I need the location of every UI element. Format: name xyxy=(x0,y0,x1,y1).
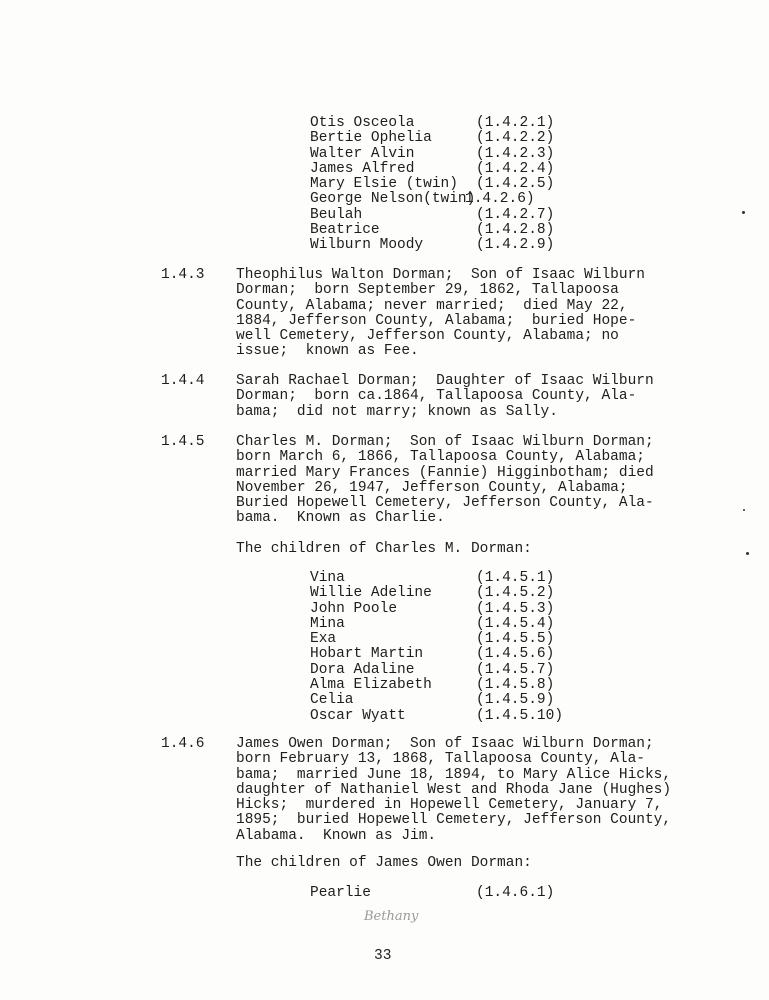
child-name: Alma Elizabeth xyxy=(310,677,432,694)
entry-line: November 26, 1947, Jefferson County, Alabama; xyxy=(236,479,628,496)
child-name: Vina xyxy=(310,570,345,586)
child-name: Willie Adeline xyxy=(310,585,432,602)
child-id: (1.4.5.4) xyxy=(476,615,555,632)
entry-line: Alabama. Known as Jim. xyxy=(236,827,437,844)
child-id: (1.4.5.7) xyxy=(476,661,555,678)
entry-line: County, Alabama; never married; died May 22, xyxy=(236,297,628,314)
entry-line: Sarah Rachael Dorman; Daughter of Isaac Wilburn xyxy=(236,373,654,389)
child-id: (1.4.2.1) xyxy=(476,115,555,131)
child-name: George Nelson(twin) xyxy=(310,191,476,208)
entry-line: well Cemetery, Jefferson County, Alabama; no xyxy=(236,328,619,345)
child-name: Beulah xyxy=(310,206,363,223)
entry-line: Buried Hopewell Cemetery, Jefferson County, Ala- xyxy=(236,495,654,512)
child-id: (1.4.6.1) xyxy=(476,885,555,901)
child-name: Bertie Ophelia xyxy=(310,130,432,147)
child-id: (1.4.5.6) xyxy=(476,646,555,663)
child-name: Exa xyxy=(310,631,337,648)
scan-speck xyxy=(746,552,749,555)
entry-line: bama; married June 18, 1894, to Mary Alice Hicks, xyxy=(236,766,672,783)
entry-number: 1.4.4 xyxy=(161,373,205,389)
child-name: Pearlie xyxy=(310,885,371,901)
child-name: Wilburn Moody xyxy=(310,237,424,254)
scan-speck xyxy=(742,211,745,214)
entry-body xyxy=(236,268,706,360)
entry-line: daughter of Nathaniel West and Rhoda Jane (Hughes) xyxy=(236,781,672,798)
scan-speck xyxy=(743,509,745,511)
child-name: Mina xyxy=(310,615,345,632)
child-id: (1.4.5.10) xyxy=(476,707,564,724)
child-name: Dora Adaline xyxy=(310,661,415,678)
entry-number: 1.4.5 xyxy=(161,434,205,450)
child-id: (1.4.5.8) xyxy=(476,677,555,694)
child-name: John Poole xyxy=(310,600,398,617)
child-id: (1.4.5.3) xyxy=(476,600,555,617)
handwritten-note-text: Bethany xyxy=(364,909,419,924)
entry-body xyxy=(236,435,706,527)
entry-line: Hicks; murdered in Hopewell Cemetery, January 7, xyxy=(236,797,663,814)
entry-number: 1.4.6 xyxy=(161,736,205,752)
entry-line: Theophilus Walton Dorman; Son of Isaac Wilburn xyxy=(236,267,645,283)
child-id: (1.4.2.4) xyxy=(476,160,555,177)
entry-body xyxy=(236,737,706,844)
entry-line: bama. Known as Charlie. xyxy=(236,510,445,527)
entry-line: 1895; buried Hopewell Cemetery, Jefferson County, xyxy=(236,812,672,829)
child-name: Otis Osceola xyxy=(310,115,415,131)
entry-line: issue; known as Fee. xyxy=(236,343,419,360)
entry-body xyxy=(236,374,706,420)
children-heading-james: The children of James Owen Dorman: xyxy=(236,855,532,871)
child-name: Oscar Wyatt xyxy=(310,707,406,724)
entry-line: married Mary Frances (Fannie) Higginbotham; died xyxy=(236,464,654,481)
entry-line: 1884, Jefferson County, Alabama; buried Hope- xyxy=(236,312,637,329)
child-id: (1.4.2.2) xyxy=(476,130,555,147)
entry-line: Dorman; born ca.1864, Tallapoosa County, Ala- xyxy=(236,388,637,405)
child-name: Beatrice xyxy=(310,222,380,239)
child-id: (1.4.2.5) xyxy=(476,176,555,193)
child-id: (1.4.5.9) xyxy=(476,692,555,709)
child-name: Walter Alvin xyxy=(310,145,415,162)
entry-line: James Owen Dorman; Son of Isaac Wilburn Dorman; xyxy=(236,736,654,752)
child-id: 1.4.2.6) xyxy=(465,191,535,208)
children-heading-charles: The children of Charles M. Dorman: xyxy=(236,541,532,557)
child-name: James Alfred xyxy=(310,160,415,177)
handwritten-note xyxy=(360,900,440,935)
child-id: (1.4.2.7) xyxy=(476,206,555,223)
child-id: (1.4.5.5) xyxy=(476,631,555,648)
entry-line: Dorman; born September 29, 1862, Tallapoosa xyxy=(236,282,619,299)
entry-line: born March 6, 1866, Tallapoosa County, Alabama; xyxy=(236,449,645,466)
entry-line: born February 13, 1868, Tallapoosa County, Ala- xyxy=(236,751,645,768)
child-id: (1.4.2.8) xyxy=(476,222,555,239)
entry-line: bama; did not marry; known as Sally. xyxy=(236,403,558,420)
child-name: Mary Elsie (twin) xyxy=(310,176,458,193)
entry-line: Charles M. Dorman; Son of Isaac Wilburn Dorman; xyxy=(236,434,654,450)
page-number: 33 xyxy=(374,948,392,964)
child-name: Celia xyxy=(310,692,354,709)
child-id: (1.4.5.1) xyxy=(476,570,555,586)
child-id: (1.4.2.9) xyxy=(476,237,555,254)
child-name: Hobart Martin xyxy=(310,646,424,663)
entry-number: 1.4.3 xyxy=(161,267,205,283)
child-id: (1.4.5.2) xyxy=(476,585,555,602)
child-id: (1.4.2.3) xyxy=(476,145,555,162)
handwritten-note-drawing xyxy=(360,900,440,930)
